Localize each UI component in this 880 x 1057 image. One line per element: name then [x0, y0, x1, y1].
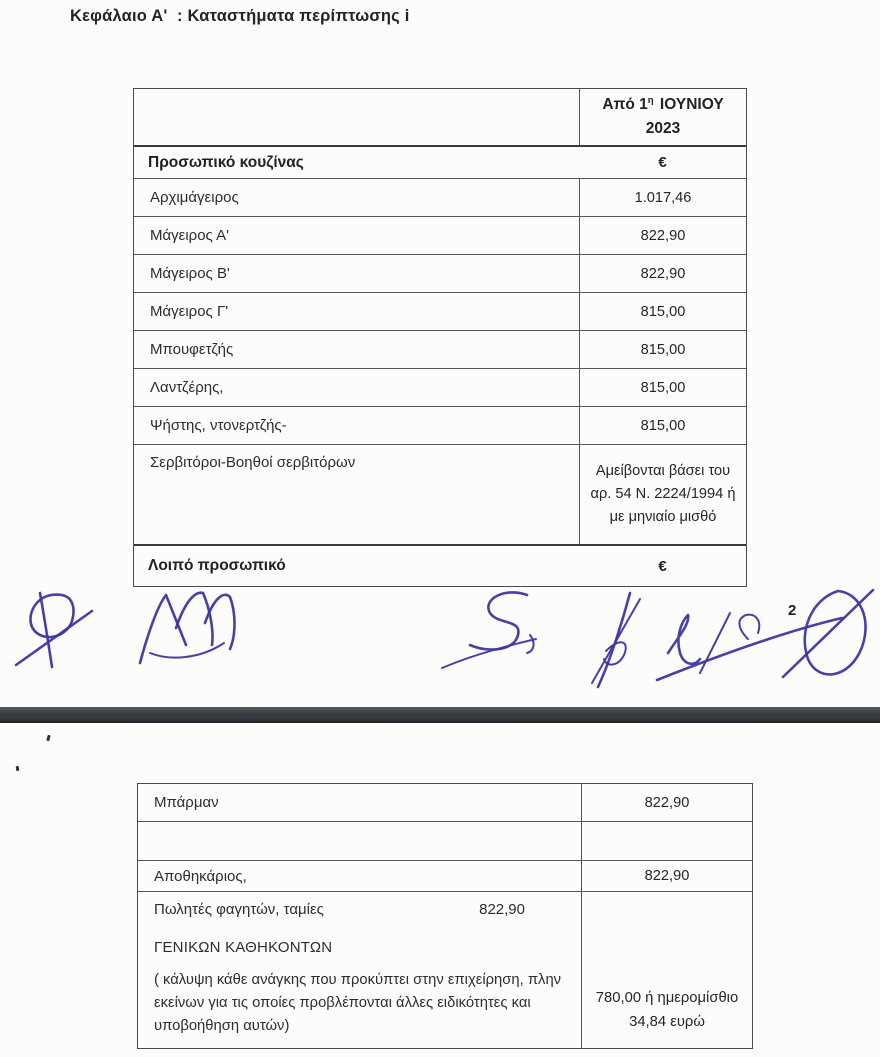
row-value: 822,90 — [479, 901, 525, 918]
row-value: 780,00 ή ημερομίσθιο 34,84 ευρώ — [581, 892, 752, 1048]
table-header-row — [134, 89, 746, 145]
section-currency: € — [658, 557, 667, 575]
signatures-area — [0, 583, 880, 711]
row-value: 815,00 — [579, 407, 746, 444]
signature-6 — [783, 590, 873, 677]
row-label: Μάγειρος Α' — [150, 227, 229, 244]
table-row-general-duties — [138, 891, 752, 1048]
table-row — [134, 292, 746, 330]
general-duties-cell — [138, 892, 581, 1048]
page-title: Κεφάλαιο Α' : Καταστήματα περίπτωσης i — [70, 7, 410, 25]
scan-speck — [16, 766, 20, 771]
row-value: Αμείβονται βάσει του αρ. 54 Ν. 2224/1994 ή με μηνιαίο μισθό — [579, 445, 746, 544]
row-value: 822,90 — [579, 217, 746, 254]
signature-3 — [442, 592, 536, 668]
table-row-empty — [138, 821, 752, 860]
signature-2 — [140, 593, 235, 663]
row-label: Λαντζέρης, — [150, 379, 224, 396]
header-line1: Από $1^\eta$ ΙΟΥΝΙΟΥ — [602, 94, 724, 113]
row-label: Ψήστης, ντονερτζής- — [150, 417, 287, 434]
table-row-waiters — [134, 444, 746, 544]
table-row — [134, 254, 746, 292]
section-row-other-staff — [134, 544, 746, 586]
table-row — [138, 784, 752, 821]
row-value: 822,90 — [581, 784, 752, 821]
signature-1 — [16, 593, 92, 667]
table-row — [134, 178, 746, 216]
table-row — [134, 368, 746, 406]
row-label: Αποθηκάριος, — [154, 867, 247, 885]
row-label: Μάγειρος Γ' — [150, 303, 229, 320]
row-label — [138, 822, 581, 860]
header-line2: 2023 — [645, 120, 681, 137]
row-label: Μπάρμαν — [154, 794, 219, 811]
row-value — [581, 822, 752, 860]
general-duties-title: ΓΕΝΙΚΩΝ ΚΑΘΗΚΟΝΤΩΝ — [154, 939, 333, 956]
general-duties-description: ( κάλυψη κάθε ανάγκης που προκύπτει στην επιχείρηση, πλην εκείνων για τις οποίες προβλέπονται άλλες ειδικότητες και υποβοήθηση αυτών) — [154, 972, 562, 1035]
row-value: 1.017,46 — [579, 179, 746, 216]
table-row — [138, 860, 752, 891]
page-number: 2 — [788, 602, 797, 619]
row-label: Μπουφετζής — [150, 341, 234, 358]
row-value: 815,00 — [579, 369, 746, 406]
table-row — [134, 330, 746, 368]
header-date-cell — [579, 89, 746, 145]
row-value: 822,90 — [581, 861, 752, 891]
wage-table-page1 — [133, 88, 747, 587]
header-empty-cell — [134, 89, 579, 145]
row-label: Σερβιτόροι-Βοηθοί σερβιτόρων — [150, 454, 356, 471]
row-value: 815,00 — [579, 331, 746, 368]
table-row — [134, 406, 746, 444]
scan-speck — [46, 735, 50, 742]
section-label: Προσωπικό κουζίνας — [148, 153, 304, 171]
section-label: Λοιπό προσωπικό — [148, 557, 286, 574]
row-label: Πωλητές φαγητών, ταμίες — [154, 901, 324, 918]
signature-4 — [592, 593, 640, 687]
table-row — [134, 216, 746, 254]
row-label: Μάγειρος Β' — [150, 265, 230, 282]
sellers-line — [154, 901, 567, 918]
row-value: 815,00 — [579, 293, 746, 330]
page-separator-band — [0, 707, 880, 723]
section-currency: € — [658, 154, 667, 171]
row-label: Αρχιμάγειρος — [150, 189, 239, 206]
section-row-kitchen-staff — [134, 145, 746, 178]
wage-table-page2 — [137, 783, 753, 1049]
row-value: 822,90 — [579, 255, 746, 292]
